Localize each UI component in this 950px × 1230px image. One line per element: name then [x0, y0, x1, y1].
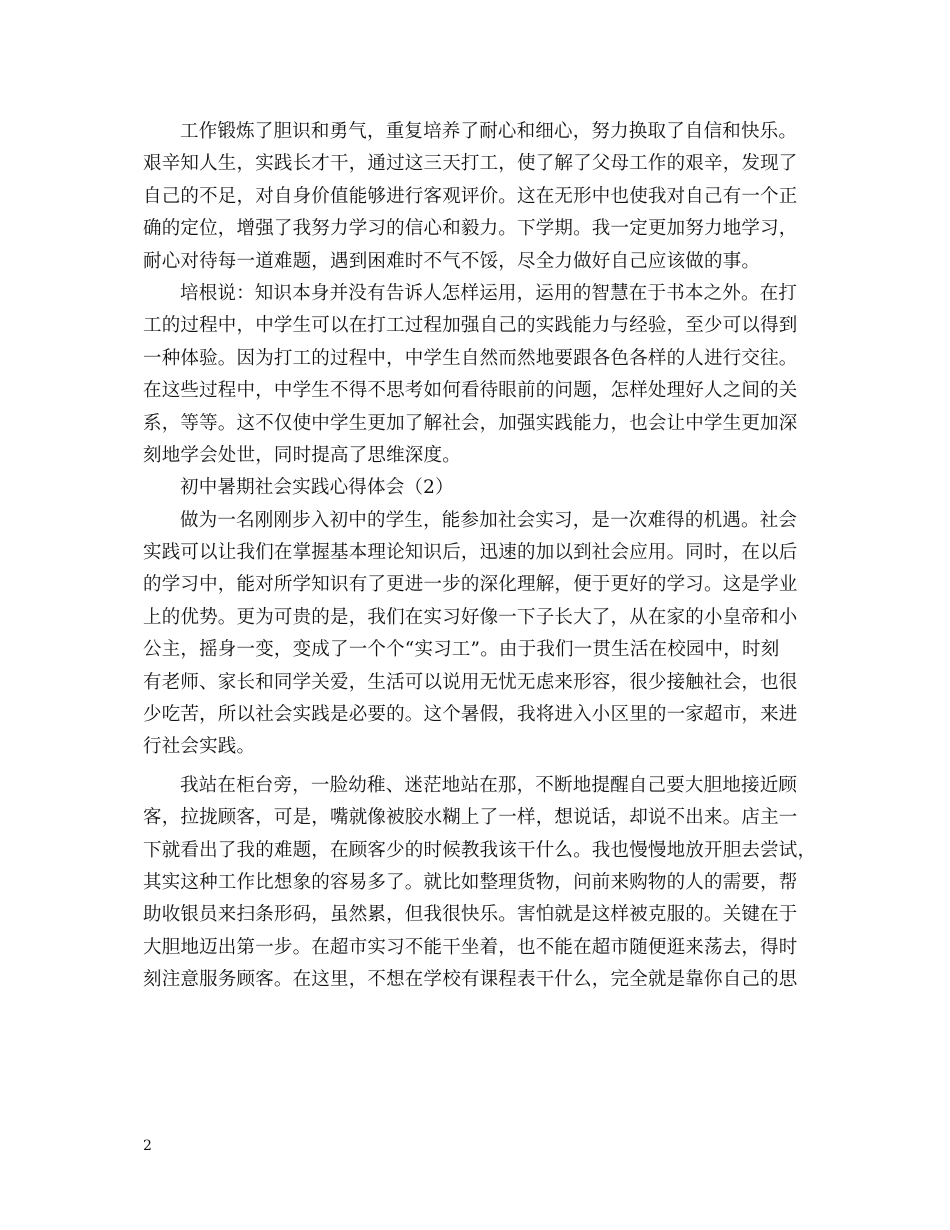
paragraph-line: 工作锻炼了胆识和勇气，重复培养了耐心和细心，努力换取了自信和快乐。 — [180, 121, 798, 142]
paragraph-line: 系，等等。这不仅使中学生更加了解社会，加强实践能力，也会让中学生更加深 — [143, 412, 798, 434]
paragraph-line: 做为一名刚刚步入初中的学生，能参加社会实习，是一次难得的机遇。社会 — [180, 509, 798, 531]
paragraph-line: 有老师、家长和同学关爱，生活可以说用无忧无虑来形容，很少接触社会，也很 — [143, 671, 798, 693]
paragraph-line: 耐心对待每一道难题，遇到困难时不气不馁，尽全力做好自己应该做的事。 — [143, 250, 761, 272]
paragraph-line: 自己的不足，对自身价值能够进行客观评价。这在无形中也使我对自己有一个正 — [143, 185, 798, 207]
paragraph-line: 刻地学会处世，同时提高了思维深度。 — [143, 444, 461, 466]
paragraph-line: 助收银员来扫条形码，虽然累，但我很快乐。害怕就是这样被克服的。关键在于 — [143, 904, 798, 926]
paragraph-line: 工的过程中，中学生可以在打工过程加强自己的实践能力与经验，至少可以得到 — [143, 315, 798, 337]
paragraph-line: 行社会实践。 — [143, 736, 256, 758]
paragraph-line: 大胆地迈出第一步。在超市实习不能干坐着，也不能在超市随便逛来荡去，得时 — [143, 936, 798, 958]
paragraph-line: 实践可以让我们在掌握基本理论知识后，迅速的加以到社会应用。同时，在以后 — [143, 542, 798, 564]
paragraph-line: 客，拉拢顾客，可是，嘴就像被胶水糊上了一样，想说话，却说不出来。店主一 — [143, 807, 798, 829]
paragraph-line: 的学习中，能对所学知识有了更进一步的深化理解，便于更好的学习。这是学业 — [143, 574, 798, 596]
paragraph-line: 确的定位，增强了我努力学习的信心和毅力。下学期。我一定更加努力地学习， — [143, 218, 798, 240]
page-number: 2 — [143, 1138, 152, 1154]
paragraph-line: 上的优势。更为可贵的是，我们在实习好像一下子长大了，从在家的小皇帝和小 — [143, 606, 798, 628]
paragraph-line: 艰辛知人生，实践长才干，通过这三天打工，使了解了父母工作的艰辛，发现了 — [143, 153, 798, 175]
paragraph-line: 在这些过程中，中学生不得不思考如何看待眼前的问题，怎样处理好人之间的关 — [143, 380, 798, 402]
paragraph-line: 公主，摇身一变，变成了一个个“实习工”。由于我们一贯生活在校园中，时刻 — [143, 639, 780, 661]
paragraph-line: 培根说：知识本身并没有告诉人怎样运用，运用的智慧在于书本之外。在打 — [180, 282, 798, 304]
paragraph-line: 我站在柜台旁，一脸幼稚、迷茫地站在那，不断地提醒自己要大胆地接近顾 — [180, 774, 798, 796]
document-body — [143, 116, 833, 997]
paragraph-line: 一种体验。因为打工的过程中，中学生自然而然地要跟各色各样的人进行交往。 — [143, 347, 798, 369]
paragraph-line: 刻注意服务顾客。在这里，不想在学校有课程表干什么，完全就是靠你自己的思 — [143, 969, 798, 991]
section-heading: 初中暑期社会实践心得体会（2） — [180, 477, 454, 499]
paragraph-line: 少吃苦，所以社会实践是必要的。这个暑假，我将进入小区里的一家超市，来进 — [143, 704, 798, 726]
paragraph-line: 下就看出了我的难题，在顾客少的时候教我该干什么。我也慢慢地放开胆去尝试， — [143, 839, 817, 861]
paragraph-line: 其实这种工作比想象的容易多了。就比如整理货物，问前来购物的人的需要，帮 — [143, 871, 798, 893]
